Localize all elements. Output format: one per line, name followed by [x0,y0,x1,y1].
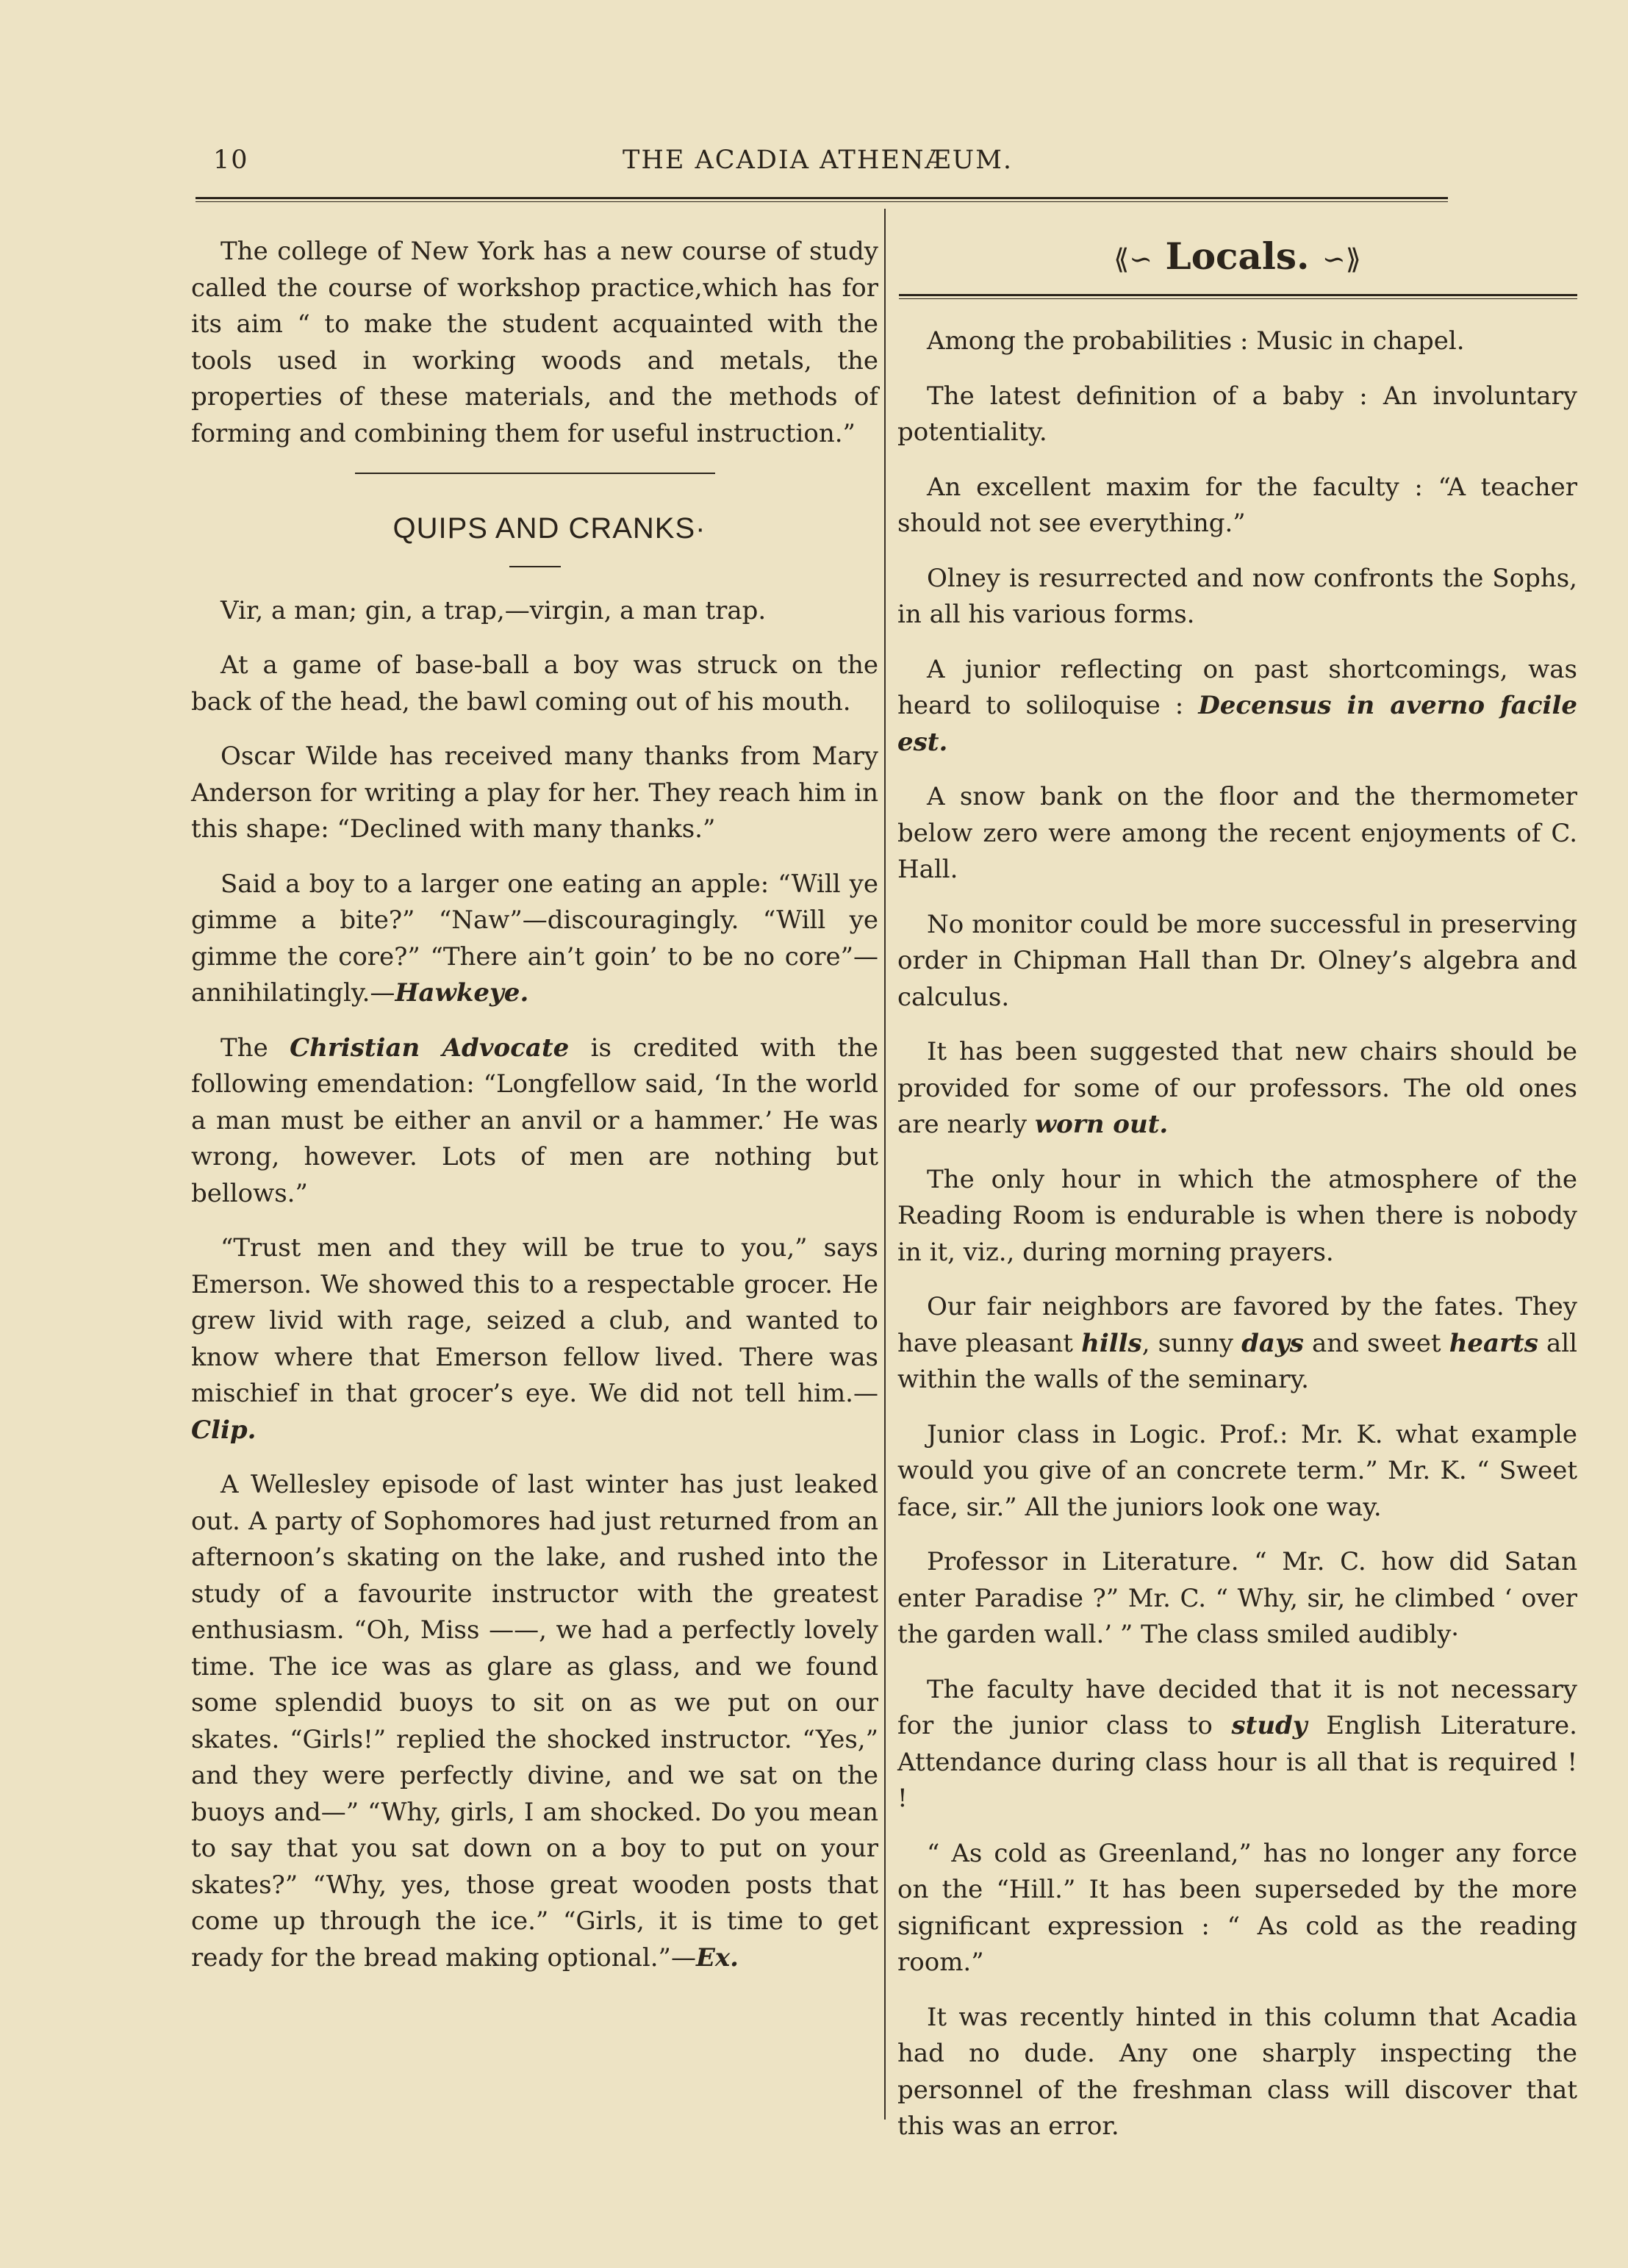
quip-paragraph [191,1230,878,1449]
quip-text: Said a boy to a larger one eating an apple: “Will ye gimme a bite?” “Naw”—discouragingly. “Will ye gimme the core?” “There ain’t goin’ to be no core”—annihilatingly.— [191,869,878,1008]
locals-rule [899,294,1577,299]
page-number: 10 [213,146,249,175]
section-divider-rule [355,473,715,474]
left-column [191,234,878,1995]
local-item: Among the probabilities : Music in chapel. [927,326,1465,356]
local-item: The only hour in which the atmosphere of the Reading Room is endurable is when there is nobody in it, viz., during morning prayers. [897,1164,1577,1267]
locals-heading [897,234,1577,278]
local-item: “ As cold as Greenland,” has no longer any force on the “Hill.” It has been superseded by the more significant expression : “ As cold as the reading room.” [897,1838,1577,1977]
local-item: No monitor could be more successful in preserving order in Chipman Hall than Dr. Olney’s algebra and calculus. [897,909,1577,1012]
local-text: A junior reflecting on past shortcomings, was heard to soliloquise : [897,654,1577,720]
local-text: and sweet [1303,1328,1449,1358]
local-text: , sunny [1141,1328,1242,1358]
quip-source: Ex. [695,1942,739,1973]
locals-heading-box [897,232,1577,307]
local-text: English Literature. Attendance during class hour is all that is required ! ! [897,1711,1577,1813]
local-item: It was recently hinted in this column that Acadia had no dude. Any one sharply inspecting the personnel of the freshman class will discover that this was an error. [897,2002,1577,2141]
locals-heading-text: Locals. [1165,234,1310,278]
column-divider [884,209,886,2120]
local-text: The faculty have decided that it is not necessary for the junior class to [897,1674,1577,1740]
local-italic: Decensus in averno facile est. [897,691,1577,757]
running-head [191,146,1444,181]
section-heading-quips: QUIPS AND CRANKS· [392,512,706,545]
quip-paragraph: Vir, a man; gin, a trap,—virgin, a man trap. [220,595,767,625]
local-italic: days [1241,1328,1304,1358]
quip-paragraph [191,866,878,1012]
quip-text: The [220,1033,290,1063]
local-text: all within the walls of the seminary. [897,1328,1578,1394]
right-column [897,232,1577,2164]
quip-text: A Wellesley episode of last winter has just leaked out. A party of Sophomores had just returned from an afternoon’s skating on the lake, and rushed into the study of a favourite instructor with the greatest enthusiasm. “Oh, Miss ——, we had a perfectly lovely time. The ice was as glare as glass, and we found some splendid buoys to sit on as we put on our skates. “Girls!” replied the shocked instructor. “Yes,” and they were perfectly divine, and we sat on the buoys and—” “Why, girls, I am shocked. Do you mean to say that you sat down on a boy to put on your skates?” “Why, yes, those great wooden posts that come up through the ice.” “Girls, it is time to get ready for the bread making optional.”— [191,1470,878,1973]
local-item [897,1672,1577,1817]
local-italic: worn out. [1034,1110,1169,1139]
local-item: Junior class in Logic. Prof.: Mr. K. what example would you give of an concrete term.” Mr. K. “ Sweet face, sir.” All the juniors look one way. [897,1419,1577,1522]
local-text: It has been suggested that new chairs should be provided for some of our professors. The old ones are nearly [897,1037,1577,1139]
heading-dash [509,566,561,567]
quip-text: is credited with the following emendation: “Longfellow said, ‘In the world a man must be either an anvil or a hammer.’ He was wrong, however. Lots of men are nothing but bellows.” [191,1033,878,1208]
local-item: An excellent maxim for the faculty : “A teacher should not see everything.” [897,472,1577,538]
local-italic: hills [1081,1328,1142,1358]
journal-title: THE ACADIA ATHENÆUM. [622,146,1014,175]
local-item: The latest definition of a baby : An involuntary potentiality. [897,381,1577,447]
flourish-left-icon: ⟪∽ [1114,243,1153,276]
quip-source: Hawkeye. [395,978,529,1008]
quip-paragraph: Oscar Wilde has received many thanks from Mary Anderson for writing a play for her. They reach him in this shape: “Declined with many thanks.” [191,742,878,844]
quip-italic: Christian Advocate [290,1033,570,1063]
local-item: Olney is resurrected and now confronts the Sophs, in all his various forms. [897,563,1577,629]
quip-paragraph: At a game of base-ball a boy was struck on the back of the head, the bawl coming out of his mouth. [191,650,878,717]
local-item [897,1034,1577,1144]
local-text: Our fair neighbors are favored by the fates. They have pleasant [897,1292,1577,1358]
flourish-right-icon: ∽⟫ [1322,243,1361,276]
header-rule [196,197,1448,202]
quip-paragraph [191,1030,878,1213]
quip-paragraph [191,1467,878,1976]
local-item: Professor in Literature. “ Mr. C. how did Satan enter Paradise ?” Mr. C. “ Why, sir, he climbed ‘ over the garden wall.’ ” The class smiled audibly· [897,1547,1577,1649]
local-item: A snow bank on the floor and the thermometer below zero were among the recent enjoyments of C. Hall. [897,782,1577,884]
local-italic: study [1231,1711,1308,1740]
quip-text: “Trust men and they will be true to you,” says Emerson. We showed this to a respectable grocer. He grew livid with rage, seized a club, and wanted to know where that Emerson fellow lived. There was mischief in that grocer’s eye. We did not tell him.— [191,1233,878,1408]
intro-paragraph: The college of New York has a new course of study called the course of workshop practice,which has for its aim “ to make the student acquainted with the tools used in working woods and metals, the properties of these materials, and the methods of forming and combining them for useful instruction.” [191,237,878,448]
local-item [897,1289,1577,1399]
local-item [897,652,1577,761]
local-italic: hearts [1449,1328,1538,1358]
quip-source: Clip. [191,1415,257,1445]
